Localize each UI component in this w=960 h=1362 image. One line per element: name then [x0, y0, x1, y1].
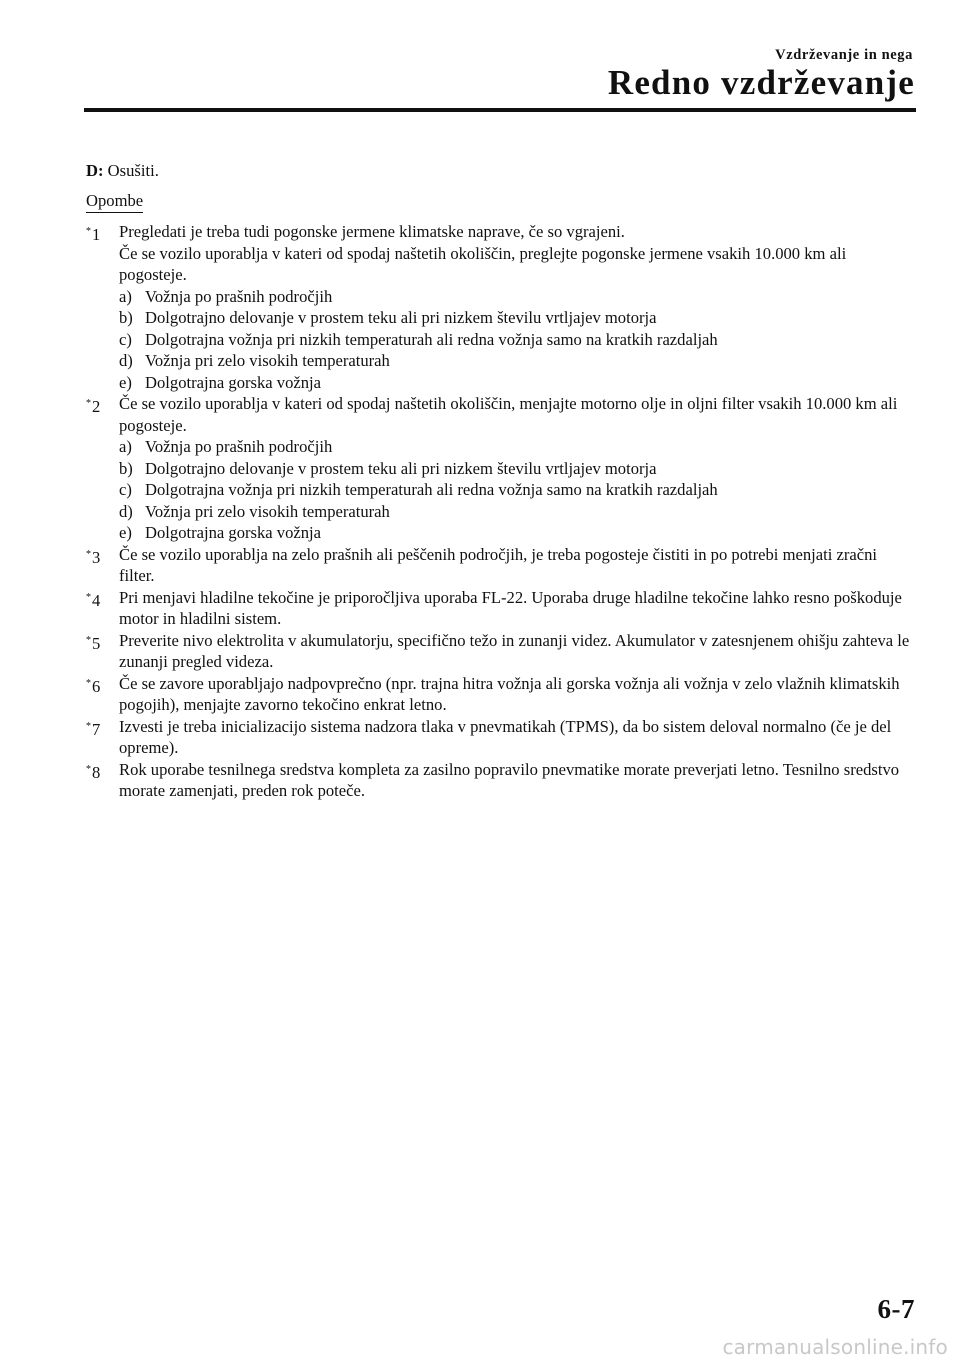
section-name: Vzdrževanje in nega — [775, 47, 913, 63]
note-5 — [86, 630, 916, 673]
notes-heading: Opombe — [86, 190, 143, 214]
list-item-text: Dolgotrajna vožnja pri nizkih temperaturah ali redna vožnja samo na kratkih razdaljah — [145, 480, 718, 499]
intro-text: Osušiti. — [103, 161, 159, 180]
note-text: Če se vozilo uporablja v kateri od spodaj naštetih okoliščin, menjajte motorno olje in oljni filter vsakih 10.000 km ali pogosteje. — [119, 394, 898, 435]
list-item — [119, 458, 916, 480]
page-title: Redno vzdrževanje — [607, 63, 915, 102]
note-number: 2 — [92, 397, 101, 416]
note-text: Pregledati je treba tudi pogonske jermene klimatske naprave, če so vgrajeni. — [119, 222, 625, 241]
note-text: Če se zavore uporabljajo nadpovprečno (npr. trajna hitra vožnja ali gorska vožnja ali vožnja v zelo vlažnih klimatskih pogojih), menjajte zavorno tekočino enkrat letno. — [119, 673, 900, 714]
notes-list — [86, 221, 916, 802]
note-id — [86, 544, 100, 569]
list-item — [119, 307, 916, 329]
note-id — [86, 716, 100, 741]
list-item-letter: b) — [119, 458, 133, 478]
list-item — [119, 436, 916, 458]
note-mark: * — [86, 677, 91, 689]
note-mark: * — [86, 398, 91, 409]
note-2 — [86, 393, 916, 544]
note-body — [119, 673, 916, 716]
note-text: Pri menjavi hladilne tekočine je priporočljiva uporaba FL-22. Uporaba druge hladilne tekočine lahko resno poškoduje motor in hladilni sistem. — [119, 587, 902, 628]
list-item-text: Dolgotrajna gorska vožnja — [145, 523, 322, 542]
note-3 — [86, 544, 916, 587]
list-item — [119, 329, 916, 351]
note-id — [86, 673, 100, 698]
note-number: 6 — [92, 676, 101, 696]
intro-paragraph — [86, 160, 916, 182]
list-item-letter: a) — [119, 286, 132, 306]
note-body — [119, 587, 916, 630]
list-item-text: Dolgotrajno delovanje v prostem teku ali pri nizkem številu vrtljajev motorja — [145, 458, 657, 478]
note-4 — [86, 587, 916, 630]
list-item — [119, 286, 916, 308]
list-item-letter: c) — [119, 329, 132, 349]
note-text: Če se vozilo uporablja na zelo prašnih ali peščenih področjih, je treba pogosteje čistiti in po potrebi menjati zračni filter. — [119, 544, 878, 585]
note-number: 4 — [92, 590, 101, 610]
note-text: Rok uporabe tesnilnega sredstva kompleta za zasilno popravilo pnevmatike morate preverjati letno. Tesnilno sredstvo morate zamenjati, preden rok poteče. — [119, 759, 900, 800]
watermark: carmanualsonline.info — [722, 1335, 948, 1359]
note-body — [119, 630, 916, 673]
note-id — [86, 393, 100, 418]
note-mark: * — [86, 548, 91, 560]
list-item — [119, 522, 916, 544]
note-body — [119, 221, 916, 393]
note-id — [86, 630, 100, 655]
list-item-letter: d) — [119, 501, 133, 521]
page-header — [0, 0, 960, 120]
note-text: Preverite nivo elektrolita v akumulatorju, specifično težo in zunanji videz. Akumulator v zatesnjenem ohišju zahteva le zunanji pregled videza. — [119, 630, 910, 671]
note-7 — [86, 716, 916, 759]
list-item-letter: b) — [119, 308, 133, 327]
header-divider — [84, 108, 916, 112]
note-6 — [86, 673, 916, 716]
list-item-letter: e) — [119, 372, 132, 392]
note-body — [119, 759, 916, 802]
list-item-text: Dolgotrajna gorska vožnja — [145, 372, 322, 392]
list-item-text: Dolgotrajno delovanje v prostem teku ali pri nizkem številu vrtljajev motorja — [145, 308, 657, 327]
condition-list — [119, 286, 916, 394]
list-item-text: Vožnja pri zelo visokih temperaturah — [145, 501, 390, 521]
note-number: 8 — [92, 762, 101, 782]
page-number: 6-7 — [877, 1294, 915, 1324]
note-number: 5 — [92, 633, 101, 653]
note-body — [119, 393, 916, 544]
note-mark: * — [86, 720, 91, 732]
list-item-letter: c) — [119, 480, 132, 499]
condition-list — [119, 436, 916, 544]
list-item-letter: a) — [119, 437, 132, 456]
list-item — [119, 501, 916, 523]
note-text: Izvesti je treba inicializacijo sistema nadzora tlaka v pnevmatikah (TPMS), da bo sistem deloval normalno (če je del opreme). — [119, 716, 892, 757]
list-item — [119, 350, 916, 372]
list-item-text: Vožnja po prašnih področjih — [145, 286, 333, 306]
note-number: 1 — [92, 225, 101, 244]
list-item-letter: d) — [119, 351, 133, 370]
list-item — [119, 372, 916, 394]
note-number: 3 — [92, 547, 101, 567]
main-content — [86, 160, 916, 802]
note-body — [119, 716, 916, 759]
list-item — [119, 479, 916, 501]
note-body — [119, 544, 916, 587]
intro-label: D: — [86, 161, 104, 180]
list-item-text: Vožnja po prašnih področjih — [145, 437, 333, 456]
note-id — [86, 759, 100, 784]
note-mark: * — [86, 634, 91, 646]
list-item-letter: e) — [119, 523, 132, 542]
list-item-text: Dolgotrajna vožnja pri nizkih temperaturah ali redna vožnja samo na kratkih razdaljah — [145, 329, 718, 349]
note-1 — [86, 221, 916, 393]
note-number: 7 — [92, 719, 101, 739]
note-id — [86, 221, 100, 246]
note-mark: * — [86, 591, 91, 603]
note-8 — [86, 759, 916, 802]
note-mark: * — [86, 226, 91, 237]
list-item-text: Vožnja pri zelo visokih temperaturah — [145, 351, 390, 370]
note-text: Če se vozilo uporablja v kateri od spodaj naštetih okoliščin, preglejte pogonske jermene vsakih 10.000 km ali pogosteje. — [119, 243, 847, 284]
note-mark: * — [86, 763, 91, 775]
note-id — [86, 587, 100, 612]
